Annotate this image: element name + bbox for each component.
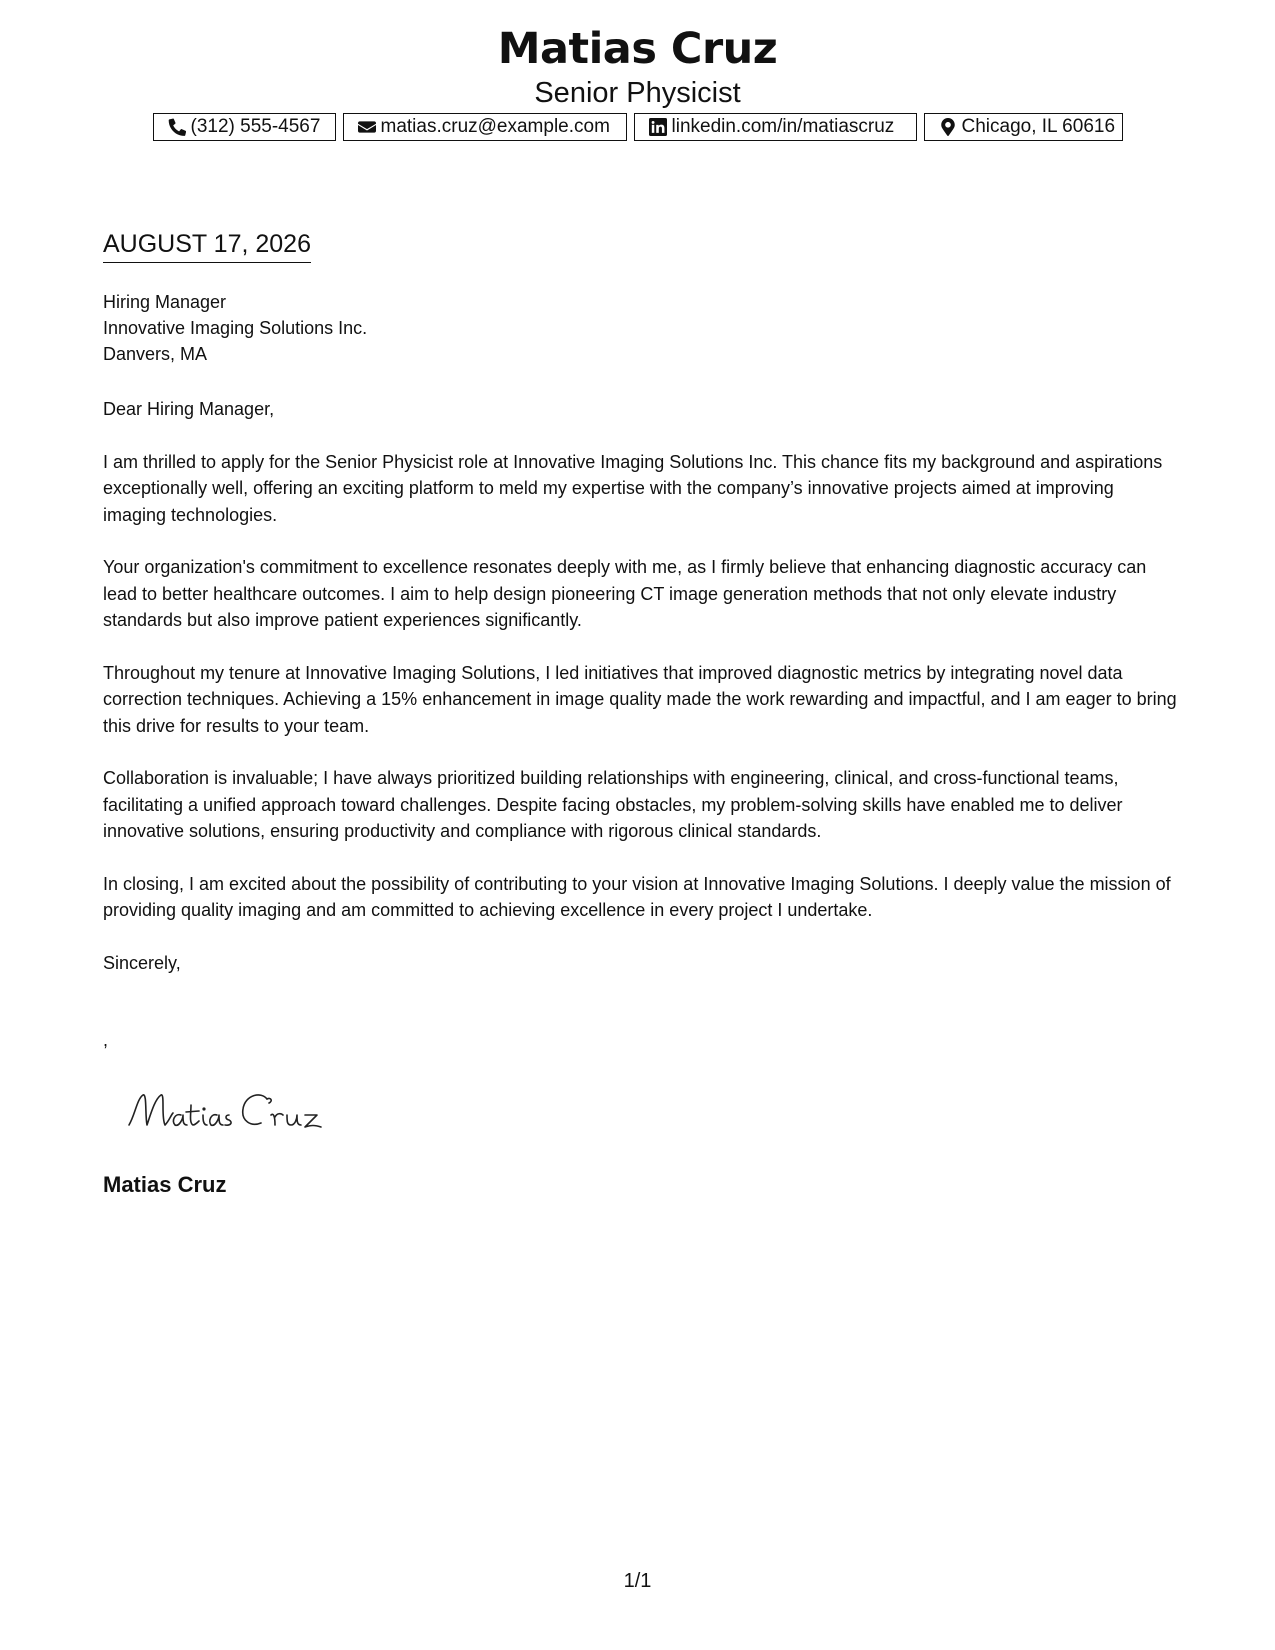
contact-phone[interactable] bbox=[153, 113, 336, 141]
stray-comma: , bbox=[103, 1030, 109, 1050]
letter-header bbox=[0, 22, 1275, 110]
applicant-name: Matias Cruz bbox=[497, 24, 778, 74]
recipient-block bbox=[103, 289, 367, 367]
paragraph: Throughout my tenure at Innovative Imaging Solutions, I led initiatives that improved diagnostic metrics by integrating novel data correction techniques. Achieving a 15% enhancement in image quality made the work rewarding and impactful, and I am eager to bring this drive for results to your team. bbox=[103, 662, 1177, 736]
applicant-title: Senior Physicist bbox=[534, 77, 741, 109]
map-pin-icon bbox=[939, 118, 957, 136]
linkedin-icon bbox=[649, 118, 667, 136]
contact-email-text: matias.cruz@example.com bbox=[380, 116, 610, 137]
paragraph: Your organization's commitment to excellence resonates deeply with me, as I firmly believe that enhancing diagnostic accuracy can lead to better healthcare outcomes. I aim to help design pioneering CT image generation methods that not only elevate industry standards but also improve patient experiences significantly. bbox=[103, 557, 1147, 630]
page-number: 1/1 bbox=[623, 1570, 652, 1592]
contact-email[interactable] bbox=[343, 113, 627, 141]
letter-body bbox=[103, 396, 1178, 1002]
paragraph: I am thrilled to apply for the Senior Physicist role at Innovative Imaging Solutions Inc. This chance fits my background and aspirations exceptionally well, offering an exciting platform to meld my expertise with the company’s innovative projects aimed at improving imaging technologies. bbox=[103, 451, 1163, 525]
contact-linkedin-text: linkedin.com/in/matiascruz bbox=[671, 116, 895, 137]
paragraph: Collaboration is invaluable; I have always prioritized building relationships with engineering, clinical, and cross-functional teams, facilitating a unified approach toward challenges. Despite facing obstacles, my problem-solving skills have enabled me to deliver innovative solutions, ensuring productivity and compliance with rigorous clinical standards. bbox=[103, 768, 1123, 841]
recipient-name: Hiring Manager bbox=[103, 292, 227, 312]
contact-location[interactable] bbox=[924, 113, 1123, 141]
signer-name: Matias Cruz bbox=[103, 1172, 227, 1197]
contact-location-text: Chicago, IL 60616 bbox=[961, 116, 1116, 137]
handwritten-signature bbox=[125, 1085, 345, 1135]
phone-icon bbox=[168, 118, 186, 136]
contact-phone-text: (312) 555-4567 bbox=[190, 116, 321, 137]
contact-linkedin[interactable] bbox=[634, 113, 917, 141]
paragraph: In closing, I am excited about the possibility of contributing to your vision at Innovative Imaging Solutions. I deeply value the mission of providing quality imaging and am committed to achieving excellence in every project I undertake. bbox=[103, 873, 1171, 920]
envelope-icon bbox=[358, 118, 376, 136]
salutation: Dear Hiring Manager, bbox=[103, 399, 275, 419]
recipient-company: Innovative Imaging Solutions Inc. bbox=[103, 318, 368, 338]
contact-bar bbox=[0, 113, 1275, 141]
letter-date: AUGUST 17, 2026 bbox=[103, 228, 311, 263]
closing: Sincerely, bbox=[103, 952, 181, 973]
recipient-location: Danvers, MA bbox=[103, 344, 208, 364]
